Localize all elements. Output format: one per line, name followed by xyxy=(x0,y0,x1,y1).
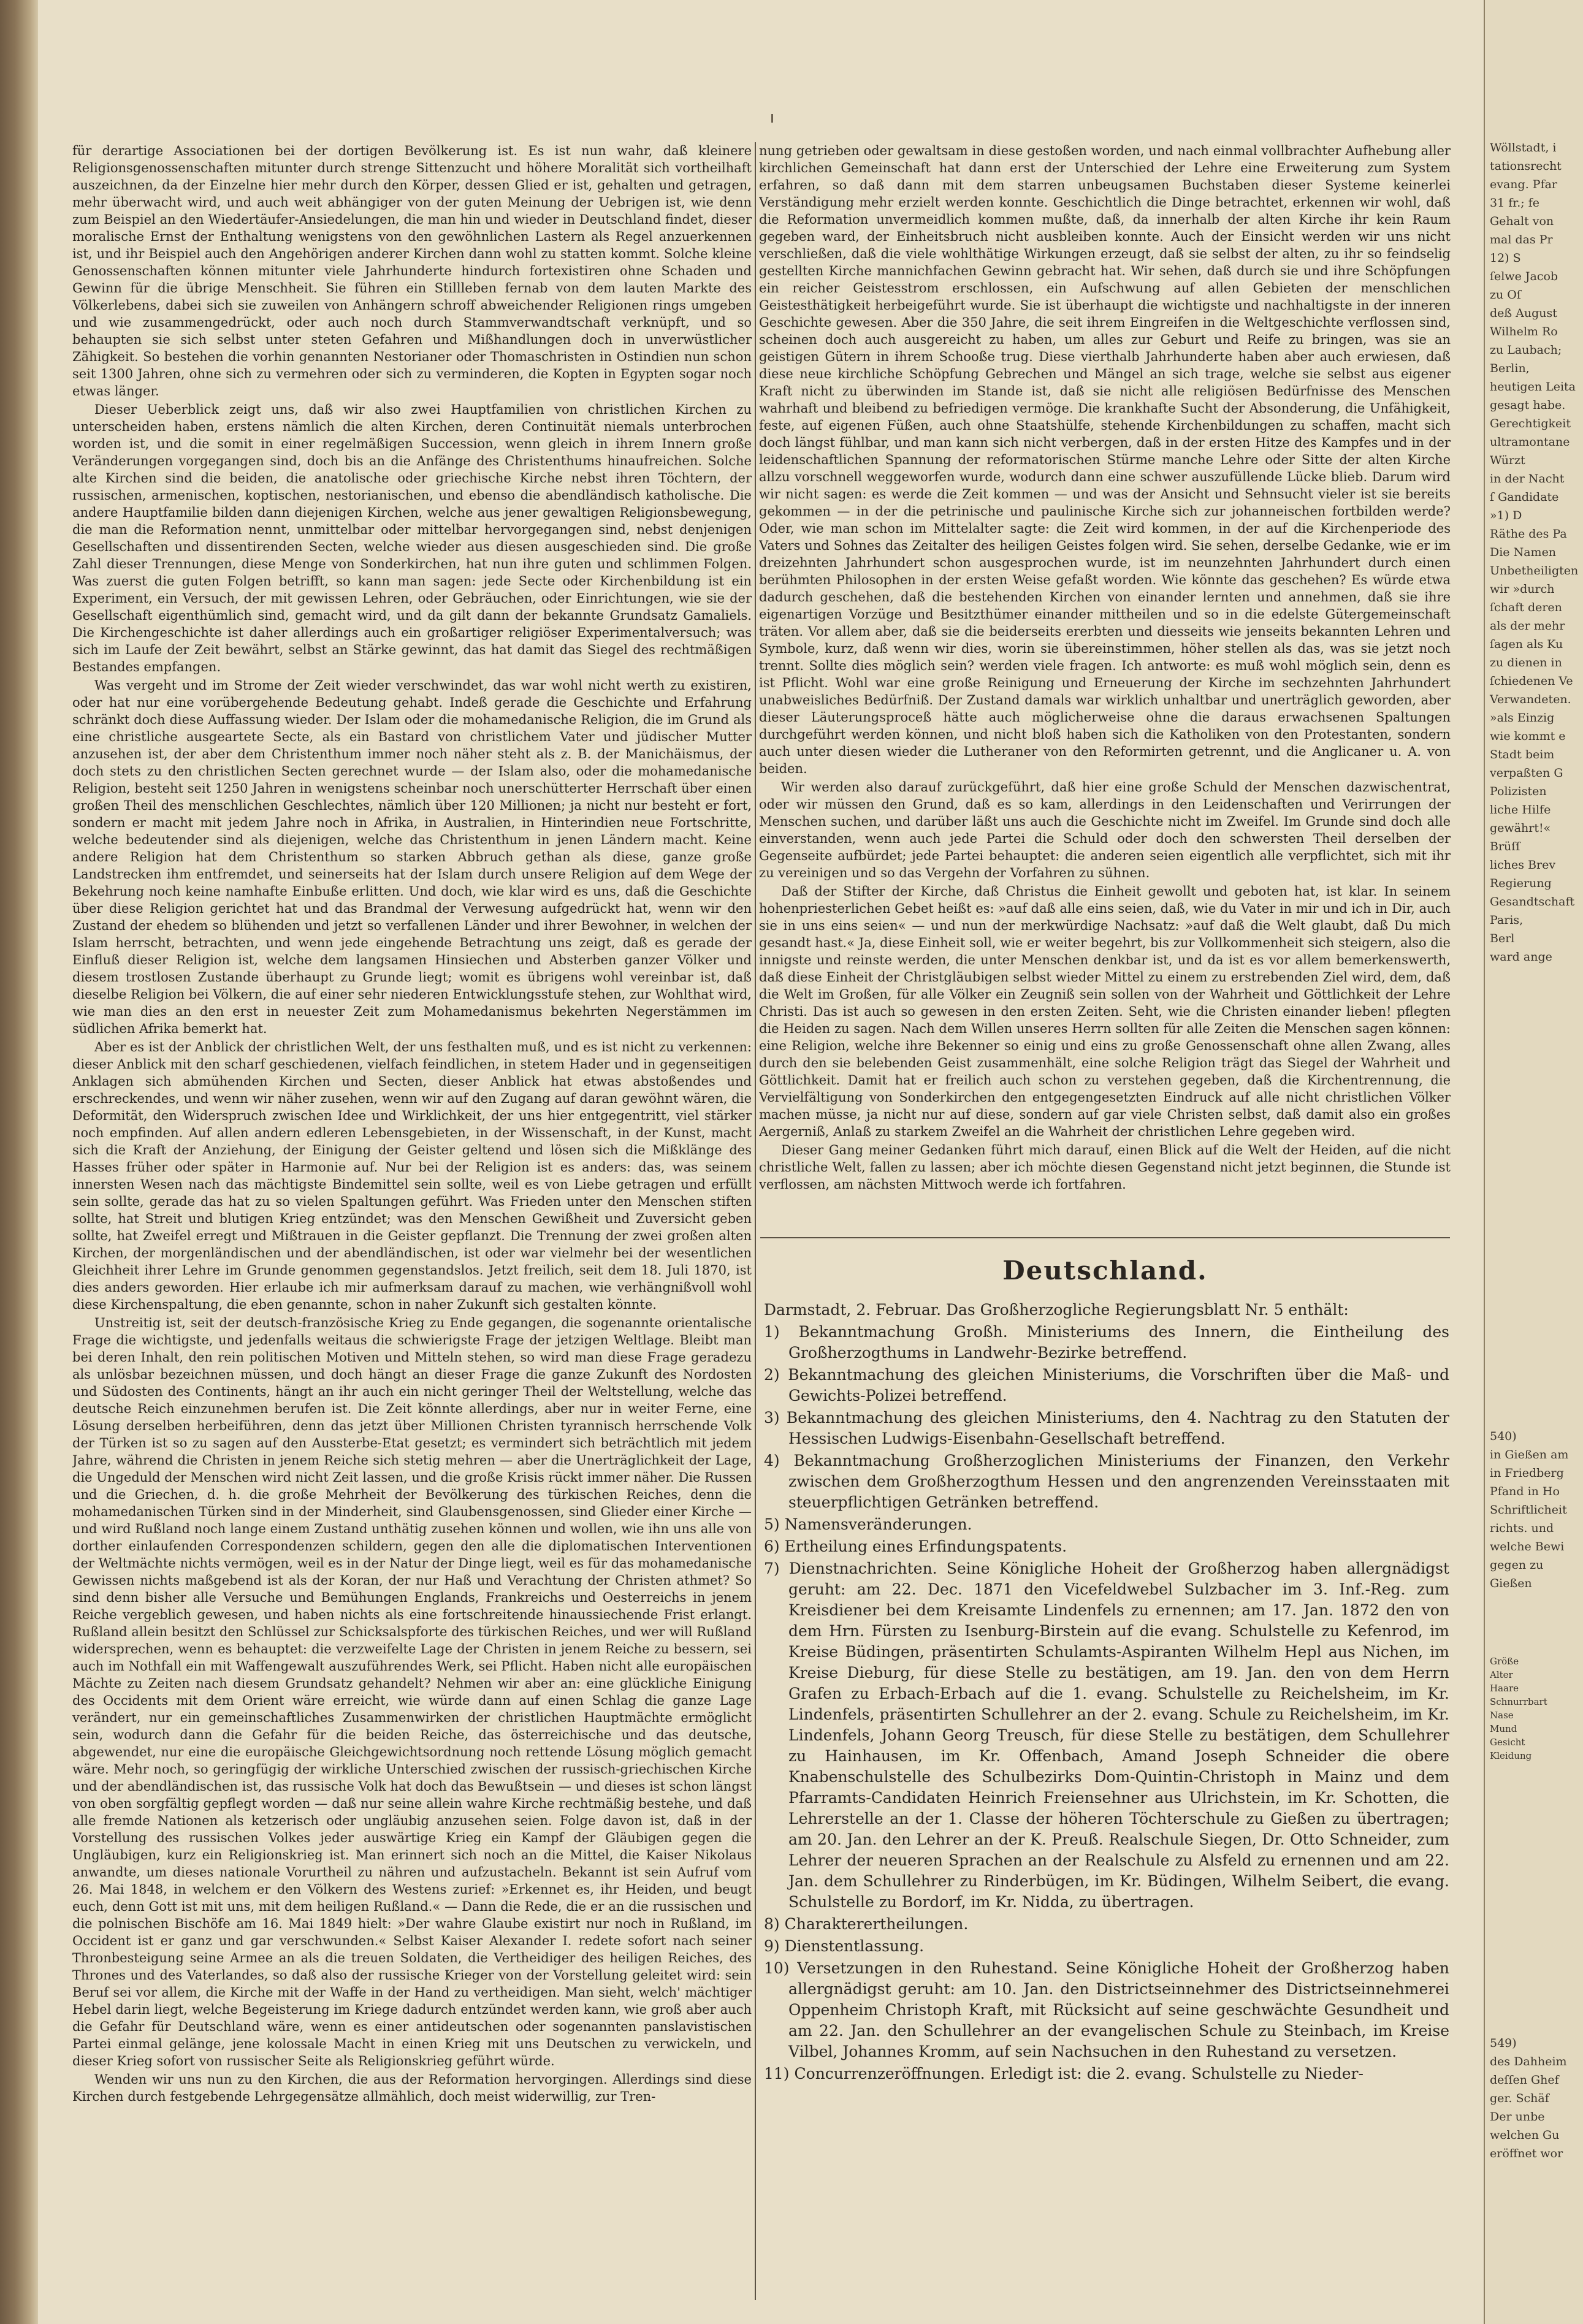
adjacent-page-fragment: ſchiedenen Ve xyxy=(1490,674,1573,688)
article-paragraph: Daß der Stifter der Kirche, daß Christus die Einheit gewollt und geboten hat, ist klar. In seinem hohenpriesterlichen Gebet heißt es: »auf daß alle eins seien, daß, wie du Vater in mir und ich in Dir, auch sie in uns eins seien« — und nun der merkwürdige Nachsatz: »auf daß die Welt glaubt, daß Du mich gesandt hast.« Ja, diese Einheit soll, wie er weiter begehrt, bis zur Vollkommenheit sich steigern, also die innigste und reinste werden, die unter Menschen denkbar ist, und da ist es vor allem bemerkenswerth, daß diese Einheit der Christgläubigen selbst wieder Mittel zu einem zu erstrebenden Ziel wird, dem, daß die Welt im Großen, für alle Völker ein Zeugniß sein sollen von der Wahrheit und Göttlichkeit der Lehre Christi. Das ist auch so gewesen in den ersten Zeiten. Seht, wie die Christen einander lieben! pflegten die Heiden zu sagen. Nach dem Willen unseres Herrn sollten für alle Zeiten die Menschen sagen können: eine Religion, welche ihre Bekenner so einig und eins zu große Genossenschaft ohne allen Zwang, alles durch den sie belebenden Geist zusammenhält, eine solche Religion trägt das Siegel der Wahrheit und Göttlichkeit. Damit hat er freilich auch schon zu verstehen gegeben, daß die Kirchentrennung, die Vervielfältigung von Sonderkirchen den entgegengesetzten Eindruck auf alle nicht christlichen Völker machen müsse, ja nicht nur auf diese, sondern auf gar viele Christen selbst, daß damit also ein großes Aergerniß, Anlaß zu starkem Zweifel an die Wahrheit der christlichen Lehre gegeben wird. xyxy=(759,884,1451,1139)
left-article-column xyxy=(72,142,752,2300)
adjacent-page-fragment: ultramontane xyxy=(1490,435,1570,449)
adjacent-page-fragment: Schnurrbart xyxy=(1490,1696,1547,1707)
middle-article-column xyxy=(759,142,1451,1227)
adjacent-page-fragment: deß August xyxy=(1490,307,1557,320)
adjacent-page-fragment: Regierung xyxy=(1490,877,1552,890)
adjacent-page-fragment: Schriftlicheit xyxy=(1490,1503,1567,1517)
adjacent-page-fragment: welche Bewi xyxy=(1490,1540,1565,1553)
adjacent-page-fragment: wie kommt e xyxy=(1490,730,1566,743)
adjacent-page-fragment: eröffnet wor xyxy=(1490,2147,1563,2160)
adjacent-page-fragment: Räthe des Pa xyxy=(1490,527,1567,541)
adjacent-page-fragment: des Dahheim xyxy=(1490,2055,1567,2068)
book-binding-shadow xyxy=(0,0,38,2324)
adjacent-page-fragment: 31 fr.; fe xyxy=(1490,196,1540,210)
adjacent-page-fragment: ward ange xyxy=(1490,950,1552,964)
adjacent-page-fragment: 12) S xyxy=(1490,251,1521,265)
column-divider xyxy=(755,142,756,2300)
adjacent-page-fragment: ſelwe Jacob xyxy=(1490,270,1558,283)
adjacent-page-fragment: Gesandtschaft xyxy=(1490,895,1575,909)
adjacent-page-fragment: Berlin, xyxy=(1490,362,1530,375)
adjacent-page-fragment: Verwandeten. xyxy=(1490,693,1571,706)
article-paragraph: Wir werden also darauf zurückgeführt, daß hier eine große Schuld der Menschen dazwischentrat, oder wir müssen den Grund, daß es so kam, allerdings in den Leidenschaften und Verirrungen der Menschen suchen, und darüber läßt uns auch die Geschichte nicht im Zweifel. Im Grunde sind doch alle einverstanden, wenn auch jede Partei die Schuld oder doch den schwersten Theil derselben der Gegenseite aufbürdet; jede Partei behauptet: die anderen seien eigentlich alle verpflichtet, sich mit ihr zu vereinigen und so das Vergehn der Vorfahren zu sühnen. xyxy=(759,780,1451,880)
adjacent-page-fragment: liches Brev xyxy=(1490,858,1556,872)
article-paragraph: Dieser Ueberblick zeigt uns, daß wir also zwei Hauptfamilien von christlichen Kirchen zu unterscheiden haben, erstens nämlich die alten Kirchen, deren Continuität niemals unterbrochen worden ist, und die somit in einer regelmäßigen Succession, wenn gleich in ihrem Innern große Veränderungen vorgegangen sind, doch bis an die Anfänge des Christenthums hinaufreichen. Solche alte Kirchen sind die beiden, die anatolische oder griechische Kirche nebst ihren Töchtern, der russischen, armenischen, koptischen, nestorianischen, und ebenso die abendländisch katholische. Die andere Hauptfamilie bilden dann diejenigen Kirchen, welche aus jener gewaltigen Religionsbewegung, die man die Reformation nennt, unmittelbar oder mittelbar hervorgegangen sind, nebst denjenigen Gesellschaften und dissentirenden Secten, welche wieder aus diesen ausgeschieden sind. Die große Zahl dieser Trennungen, diese Menge von Sonderkirchen, hat nun ihre guten und schlimmen Folgen. Was zuerst die guten Folgen betrifft, so kann man sagen: jede Secte oder Kirchenbildung ist ein Experiment, ein Versuch, der mit gewissen Lehren, oder Gebräuchen, oder Einrichtungen, wie sie der Gesellschaft eigenthümlich sind, gemacht wird, und da gilt dann der bekannte Grundsatz Gamaliels. Die Kirchengeschichte ist daher allerdings auch ein großartiger religiöser Experimentalversuch; was sich im Laufe der Zeit bewährt, selbst an Stärke gewinnt, das hat damit das Siegel des rechtmäßigen Bestandes empfangen. xyxy=(72,402,752,674)
list-item: 7) Dienstnachrichten. Seine Königliche Hoheit der Großherzog haben allergnädigst geruht: am 22. Dec. 1871 den Vicefeldwebel Sulzbacher im 3. Inf.-Reg. zum Kreisdiener bei dem Kreisamte Lindenfels zu ernennen; am 17. Jan. 1872 den von dem Hrn. Fürsten zu Isenburg-Birstein auf die evang. Schulstelle zu Kefenrod, im Kreise Büdingen, präsentirten Schulamts-Aspiranten Wilhelm Hepl aus Nichen, im Kreise Dieburg, für diese Stelle zu bestätigen, am 19. Jan. den von dem Herrn Grafen zu Erbach-Erbach auf die 1. evang. Schulstelle zu Reichelsheim, im Kr. Lindenfels, präsentirten Schullehrer an der 2. evang. Schule zu Reichelsheim, im Kr. Lindenfels, Johann Georg Treusch, für diese Stelle zu bestätigen, dem Schullehrer zu Hainhausen, im Kr. Offenbach, Amand Joseph Schneider die obere Knabenschulstelle des Schulbezirks Dom-Quintin-Christoph in Mainz und dem Pfarramts-Candidaten Heinrich Freiensehner aus Ulrichstein, im Kr. Schotten, die Lehrerstelle an der 1. Classe der höheren Töchterschule zu Gießen zu übertragen; am 20. Jan. den Lehrer an der K. Preuß. Realschule Siegen, Dr. Otto Schneider, zum Lehrer der neueren Sprachen an der Realschule zu Alsfeld zu ernennen und am 22. Jan. dem Schullehrer zu Rinderbügen, im Kr. Büdingen, Wilhelm Seibert, die evang. Schulstelle zu Bordorf, im Kr. Nidda, zu übertragen. xyxy=(764,1560,1449,1911)
adjacent-page-fragment: Brüſſ xyxy=(1490,840,1520,853)
adjacent-page-fragment: Kleidung xyxy=(1490,1750,1532,1761)
print-mark xyxy=(771,114,773,123)
adjacent-page-fragment: 540) xyxy=(1490,1430,1517,1443)
adjacent-page-fragment: gesagt habe. xyxy=(1490,398,1566,412)
adjacent-page-fragment: ger. Schäf xyxy=(1490,2092,1549,2105)
adjacent-page-fragment: Gießen xyxy=(1490,1577,1532,1590)
article-paragraph: Wenden wir uns nun zu den Kirchen, die aus der Reformation hervorgingen. Allerdings sind diese Kirchen durch festgebende Lehrgegensätze allmählich, doch meist widerwillig, zur Tren- xyxy=(72,2072,752,2104)
adjacent-page-fragment: richts. und xyxy=(1490,1522,1554,1535)
adjacent-page-fragment: ſagen als Ku xyxy=(1490,638,1563,651)
adjacent-page-fragment: als der mehr xyxy=(1490,619,1565,633)
list-item: 1) Bekanntmachung Großh. Ministeriums des Innern, die Eintheilung des Großherzogthums in Landwehr-Bezirke betreffend. xyxy=(764,1323,1449,1362)
article-paragraph: nung getrieben oder gewaltsam in diese gestoßen worden, und nach einmal vollbrachter Aufhebung aller kirchlichen Gemeinschaft hat dann erst der Unterschied der Lehre eine Erweiterung zum System erfahren, so daß dann mit dem starren unbeugsamen Buchstaben dieser Systeme keinerlei Verständigung mehr erzielt werden konnte. Geschichtlich die Dinge betrachtet, erkennen wir wohl, daß die Reformation unvermeidlich kommen mußte, daß, da innerhalb der alten Kirche ihr kein Raum gegeben ward, der Einheitsbruch nicht ausbleiben konnte. Auch der Einsicht werden wir uns nicht verschließen, daß die viele wohlthätige Wirkungen erzeugt, daß sie selbst der alten, zu ihr so feindselig gestellten Kirche mannichfachen Gewinn gebracht hat. Wir sehen, daß durch sie und ihre Schöpfungen ein reicher Geistesstrom erschlossen, ein Aufschwung auf allen Gebieten der menschlichen Geistesthätigkeit herbeigeführt wurde. Sie ist überhaupt die wichtigste und nachhaltigste in der inneren Geschichte gewesen. Aber die 350 Jahre, die seit ihrem Eingreifen in die Weltgeschichte verflossen sind, scheinen doch auch ausgereicht zu haben, um alles zur Geburt und Reife zu bringen, was sie an geistigen Gütern in ihrem Schooße trug. Diese vierthalb Jahrhunderte haben aber auch erwiesen, daß diese neue kirchliche Schöpfung Gebrechen und Mängel an sich trage, welche sie selbst aus eigener Kraft nicht zu überwinden im Stande ist, daß sie nicht alle religiösen Bedürfnisse des Menschen wahrhaft und bleibend zu befriedigen vermöge. Die krankhafte Sucht der Absonderung, die Unfähigkeit, feste, auf eigenen Füßen, auch ohne Staatshülfe, stehende Kirchenbildungen zu schaffen, macht sich doch längst fühlbar, und man kann sich nicht verbergen, daß in der ersten Hitze des Kampfes und in der leidenschaftlichen Spannung der reformatorischen Stürme manche Lehre oder Sitte der alten Kirche allzu vorschnell weggeworfen wurde, wodurch dann eine schwer auszufüllende Lücke blieb. Darum wird wir nicht sagen: es werde die Zeit kommen — und was der Ansicht und Sehnsucht vieler ist sie bereits gekommen — in der die petrinische und paulinische Kirche sich zur johanneischen fortbilden werde? Oder, wie man schon im Mittelalter sagte: die Zeit wird kommen, in der auf die Kirchenperiode des Vaters und Sohnes das Zeitalter des heiligen Geistes folgen wird. Sie sehen, derselbe Gedanke, wie er im dreizehnten Jahrhundert schon ausgesprochen wurde, ist im neunzehnten Jahrhundert durch einen berühmten Philosophen in der ersten Weise gefaßt worden. Wie könnte das geschehen? Es würde etwa dadurch geschehen, daß die bestehenden Kirchen von einander lernten und annehmen, daß sie ihre eigenartigen Vorzüge und Besitzthümer einander mittheilen und so in die edelste Gütergemeinschaft träten. Vor allem aber, daß sie die beiderseits ererbten und diesseits wie jenseits bekannten Lehren und Symbole, kurz, daß wenn wir dies, worin sie übereinstimmen, höher stellen als das, was sie jetzt noch trennt. Sollte dies möglich sein? werden viele fragen. Ich antworte: es muß wohl möglich sein, denn es ist Pflicht. Wohl war eine große Reinigung und Erneuerung der Kirche im sechzehnten Jahrhundert unabweisliches Bedürfniß. Der Zustand damals war wirklich unhaltbar und unerträglich geworden, aber dieser Läuterungsproceß hätte auch möglicherweise ohne die daraus erwachsenen Spaltungen durchgeführt werden können, und nicht bloß haben sich die Katholiken von den Protestanten, sondern auch unter diesen wieder die Lutheraner von den Reformirten getrennt, und die Anglicaner u. A. von beiden. xyxy=(759,143,1451,776)
adjacent-page-fragment: gewährt!« xyxy=(1490,821,1551,835)
article-paragraph: für derartige Associationen bei der dortigen Bevölkerung ist. Es ist nun wahr, daß kleinere Religionsgenossenschaften mitunter durch strenge Sittenzucht und höhere Moralität sich vortheilhaft auszeichnen, da der Einzelne hier mehr durch den Körper, dessen Glied er ist, gehalten und getragen, mehr überwacht wird, und auch weit abhängiger von der guten Meinung der Uebrigen ist, wie denn zum Beispiel an den Wiedertäufer-Ansiedelungen, die man hin und wieder in Deutschland findet, dieser moralische Ernst der Enthaltung wenigstens von den gewöhnlichen Lastern als Regel anzuerkennen ist, und ihr Beispiel auch den Angehörigen anderer Kirchen dann wohl zu statten kommt. Solche kleine Genossenschaften können mitunter viele Jahrhunderte hindurch fortexistiren ohne Schaden und Gewinn für die übrige Menschheit. Sie führen ein Stillleben fernab von dem lauten Markte des Völkerlebens, dabei sich sie zuweilen von Anhängern schroff abweichender Religionen rings umgeben und wie zusammengedrückt, oder auch noch durch Stammverwandtschaft verknüpft, und so behaupten sie sich selbst unter steten Gefahren und Mißhandlungen doch in unverwüstlicher Zähigkeit. So bestehen die vorhin genannten Nestorianer oder Thomaschristen in Ostindien nun schon seit 1300 Jahren, ohne sich zu vermehren oder sich zu verminderen, die Kopten in Egypten sogar noch etwas länger. xyxy=(72,143,752,398)
list-item: 10) Versetzungen in den Ruhestand. Seine Königliche Hoheit der Großherzog haben allergnädigst geruht: am 10. Jan. den Districtseinnehmer des Districtseinnehmerei Oppenheim Christoph Kraft, mit Rücksicht auf seine geschwächte Gesundheit und am 22. Jan. den Schullehrer an der evangelischen Schule zu Steinbach, im Kreise Vilbel, Johannes Kromm, auf sein Nachsuchen in den Ruhestand zu versetzen. xyxy=(764,1959,1449,2060)
adjacent-page-fragment: Wilhelm Ro xyxy=(1490,325,1558,338)
adjacent-page-fragment: Wöllstadt, i xyxy=(1490,141,1557,154)
adjacent-page-fragment: in Gießen am xyxy=(1490,1448,1569,1461)
adjacent-page-fragment: Haare xyxy=(1490,1683,1519,1694)
article-paragraph: Aber es ist der Anblick der christlichen Welt, der uns festhalten muß, und es ist nicht zu verkennen: dieser Anblick mit den scharf geschiedenen, vielfach feindlichen, in stetem Hader und in gegenseitigen Anklagen sich abmühenden Kirchen und Secten, dieser Anblick hat etwas abstoßendes und erschreckendes, und wenn wir näher zusehen, wenn wir auf den Zugang auf daran gewöhnt wären, die Deformität, den Widerspruch zwischen Idee und Wirklichkeit, der uns hier entgegentritt, viel stärker noch empfinden. Auf allen andern edleren Lebensgebieten, in der Wissenschaft, in der Kunst, macht sich die Kraft der Anziehung, der Einigung der Geister geltend und lösen sich die Mißklänge des Hasses früher oder später in Harmonie auf. Nur bei der Religion ist es anders: das, was seinem innersten Wesen nach das mächtigste Bindemittel sein sollte, weil es von Liebe getragen und erfüllt sein sollte, gerade das hat zu so vielen Spaltungen geführt. Was Frieden unter den Menschen stiften sollte, hat Streit und blutigen Krieg entzündet; was den Menschen Gewißheit und Zuversicht geben sollte, hat Zweifel erregt und Mißtrauen in die Geister gepflanzt. Die Trennung der zwei großen alten Kirchen, der morgenländischen und der abendländischen, ist oder war vielmehr bei der wesentlichen Gleichheit ihrer Lehre im Grunde genommen gegenstandslos. Jetzt freilich, seit dem 18. Juli 1870, ist dies anders geworden. Hier erlaube ich mir aufmerksam darauf zu machen, wie verhängnißvoll wohl diese Kirchenspaltung, die eben genannte, schon in naher Zukunft sich gestalten könnte. xyxy=(72,1040,752,1312)
adjacent-page-strip xyxy=(1484,0,1583,2324)
adjacent-page-fragment: Polizisten xyxy=(1490,785,1547,798)
adjacent-page-fragment: Stadt beim xyxy=(1490,748,1555,761)
adjacent-page-fragment: Unbetheiligten xyxy=(1490,564,1579,577)
adjacent-page-fragment: »als Einzig xyxy=(1490,711,1555,725)
adjacent-page-fragment: Gesicht xyxy=(1490,1737,1525,1748)
adjacent-page-fragment: Die Namen xyxy=(1490,546,1557,559)
news-dateline: Darmstadt, 2. Februar. Das Großherzogliche Regierungsblatt Nr. 5 enthält: xyxy=(764,1301,1349,1319)
adjacent-page-fragment: Gerechtigkeit xyxy=(1490,417,1571,430)
adjacent-page-fragment: in Friedberg xyxy=(1490,1466,1564,1480)
list-item: 2) Bekanntmachung des gleichen Ministeriums, die Vorschriften über die Maß- und Gewichts-Polizei betreffend. xyxy=(764,1366,1449,1404)
adjacent-page-fragment: Berl xyxy=(1490,932,1515,945)
adjacent-page-fragment: wir »durch xyxy=(1490,582,1555,596)
list-item: 3) Bekanntmachung des gleichen Ministeriums, den 4. Nachtrag zu den Statuten der Hessischen Ludwigs-Eisenbahn-Gesellschaft betreffend. xyxy=(764,1409,1449,1447)
adjacent-page-fragment: ſ Gandidate xyxy=(1490,490,1559,504)
list-item: 5) Namensveränderungen. xyxy=(764,1515,972,1533)
article-paragraph: Unstreitig ist, seit der deutsch-französische Krieg zu Ende gegangen, die sogenannte orientalische Frage die wichtigste, und jedenfalls weitaus die schwierigste Frage der jetzigen Weltlage. Bleibt man bei deren Inhalt, den rein politischen Motiven und Mitteln stehen, so wird man diese Frage geradezu als unlösbar bezeichnen müssen, und doch hängt an dieser Frage die ganze Zukunft des Nordosten und Südosten des Continents, hängt an ihr auch ein nicht geringer Theil der Weltstellung, welche das deutsche Reich einzunehmen berufen ist. Die Zeit könnte allerdings, aber nur in weiter Ferne, eine Lösung derselben herbeiführen, denn das jetzt über Millionen Christen tyrannisch herrschende Volk der Türken ist so zu sagen auf den Aussterbe-Etat gesetzt; es vermindert sich beträchtlich mit jedem Jahre, während die Christen in jenem Reiche sich stetig mehren — aber die Unerträglichkeit der Lage, die Ungeduld der Menschen wird nicht Zeit lassen, und die große Krisis rückt immer näher. Die Russen und die Griechen, d. h. die große Mehrheit der Bevölkerung des türkischen Reiches, denn die mohamedanischen Türken sind in der Minderheit, sind Glaubensgenossen, sind Glieder einer Kirche — und wird Rußland noch lange einem Zustand unthätig zusehen können und wollen, wie ihn uns alle von dorther einlaufenden Correspondenzen schildern, gegen den alle die diplomatischen Interventionen der Weltmächte nichts vermögen, weil es in der Natur der Dinge liegt, weil es für das mohamedanische Gewissen nichts maßgebend ist als der Koran, der nur Haß und Verachtung der Christen athmet? So sind denn bisher alle Versuche und Bemühungen Englands, Frankreichs und Oesterreichs in jenem Reiche vergeblich gewesen, und haben nichts als eine fortschreitende hinaussiechende Frist erlangt. Rußland allein besitzt den Schlüssel zur Schicksalspforte des türkischen Reiches, und wer will Rußland widersprechen, wenn es behauptet: die verzweifelte Lage der Christen in jenem Reiche zu bessern, sei auch im Nothfall ein mit Waffengewalt auszuführendes Werk, sei Pflicht. Haben nicht alle europäischen Mächte zu Zeiten nach diesem Grundsatz gehandelt? Nehmen wir aber an: eine glückliche Einigung des Occidents mit dem Orient wäre erreicht, wie würde dann auf einen Schlag die ganze Lage verändert, nur ein gemeinschaftliches Zusammenwirken der christlichen Hauptmächte ermöglicht sein, wodurch dann die Gefahr für die beiden Reiche, das österreichische und das deutsche, abgewendet, nur eine die europäische Gleichgewichtsordnung noch rettende Lösung möglich gemacht wäre. Mehr noch, so geringfügig der wirkliche Unterschied zwischen der russisch-griechischen Kirche und der abendländischen ist, das russische Volk hat doch das Bewußtsein — und dieses ist schon längst von oben sorgfältig gepflegt worden — daß nur seine allein wahre Kirche rechtmäßig bestehe, und daß alle fremde Nationen als ketzerisch oder ungläubig anzusehen seien. Folge davon ist, daß in der Vorstellung des russischen Volkes jeder auswärtige Krieg ein Kampf der Gläubigen gegen die Ungläubigen, kurz ein Religionskrieg ist. Man erinnert sich noch an die Mittel, die Kaiser Nikolaus anwandte, um dieses nationale Vorurtheil zu nähren und aufzustacheln. Bekannt ist sein Aufruf vom 26. Mai 1848, in welchem er den Völkern des Westens zurief: »Erkennet es, ihr Heiden, und beugt euch, denn Gott ist mit uns, mit dem heiligen Rußland.« — Dann die Rede, die er an die russischen und die polnischen Bischöfe am 16. Mai 1849 hielt: »Der wahre Glaube existirt nur noch in Rußland, im Occident ist er ganz und gar verschwunden.« Selbst Kaiser Alexander I. redete sofort nach seiner Thronbesteigung seine Armee an als die treuen Soldaten, die Vertheidiger des heiligen Reiches, des Thrones und des Vaterlandes, so daß also der russische Krieger von der Vorstellung geleitet wird: sein Beruf sei vor allem, die Kirche mit der Waffe in der Hand zu vertheidigen. Man sieht, welch' mächtiger Hebel darin liegt, welche Begeisterung im Kriege dadurch entzündet werden kann, wie groß aber auch die Gefahr für Deutschland wäre, wenn es einer antideutschen oder sogenannten panslavistischen Partei einmal gelänge, jene kolossale Macht in einen Krieg mit uns Deutschen zu verwickeln, und dieser Krieg sofort von russischer Seite als Religionskrieg geführt würde. xyxy=(72,1316,752,2068)
adjacent-page-fragment: zu Oſ xyxy=(1490,288,1521,302)
adjacent-page-fragment: mal das Pr xyxy=(1490,233,1553,246)
adjacent-page-fragment: Pfand in Ho xyxy=(1490,1485,1560,1498)
adjacent-page-fragment: liche Hilfe xyxy=(1490,803,1551,817)
adjacent-page-fragment: tationsrecht xyxy=(1490,159,1562,173)
adjacent-page-fragment: zu dienen in xyxy=(1490,656,1562,669)
adjacent-page-fragment: Mund xyxy=(1490,1723,1517,1734)
adjacent-page-fragment: ſchaft deren xyxy=(1490,601,1562,614)
list-item: 9) Dienstentlassung. xyxy=(764,1937,925,1955)
adjacent-page-fragment: evang. Pfar xyxy=(1490,178,1558,191)
adjacent-page-fragment: welchen Gu xyxy=(1490,2128,1560,2142)
adjacent-page-fragment: verpaßten G xyxy=(1490,766,1563,780)
adjacent-page-fragment: deſſen Ghef xyxy=(1490,2073,1559,2087)
article-paragraph: Dieser Gang meiner Gedanken führt mich darauf, einen Blick auf die Welt der Heiden, auf die nicht christliche Welt, fallen zu lassen; aber ich möchte diesen Gegenstand nicht jetzt beginnen, die Stunde ist verflossen, am nächsten Mittwoch werde ich fortfahren. xyxy=(759,1143,1451,1192)
section-divider xyxy=(760,1237,1450,1238)
adjacent-page-fragment: Größe xyxy=(1490,1656,1519,1667)
list-item: 6) Ertheilung eines Erfindungspatents. xyxy=(764,1537,1067,1555)
adjacent-page-fragment: gegen zu xyxy=(1490,1558,1544,1572)
deutschland-news-column xyxy=(764,1300,1449,2317)
adjacent-page-fragment: in der Nacht xyxy=(1490,472,1565,486)
adjacent-page-fragment: Alter xyxy=(1490,1669,1513,1680)
adjacent-page-fragment: »1) D xyxy=(1490,509,1522,522)
adjacent-page-fragment: Würzt xyxy=(1490,454,1525,467)
adjacent-page-fragment: Gehalt von xyxy=(1490,215,1554,228)
list-item: 4) Bekanntmachung Großherzoglichen Ministeriums der Finanzen, den Verkehr zwischen dem Großherzogthum Hessen und den angrenzenden Vereinsstaaten mit steuerpflichtigen Getränken betreffend. xyxy=(764,1452,1449,1511)
adjacent-page-fragment: 549) xyxy=(1490,2036,1517,2050)
adjacent-page-fragment: heutigen Leita xyxy=(1490,380,1576,394)
adjacent-page-fragment: Der unbe xyxy=(1490,2110,1545,2124)
adjacent-page-fragment: Paris, xyxy=(1490,913,1524,927)
list-item: 11) Concurrenzeröffnungen. Erledigt ist: die 2. evang. Schulstelle zu Nieder- xyxy=(764,2065,1364,2082)
section-heading: Deutschland. xyxy=(1002,1255,1208,1286)
adjacent-page-fragment: zu Laubach; xyxy=(1490,343,1562,357)
article-paragraph: Was vergeht und im Strome der Zeit wieder verschwindet, das war wohl nicht werth zu existiren, oder hat nur eine vorübergehende Bedeutung gehabt. Indeß gerade die Geschichte und Erfahrung schränkt doch diese Auffassung wieder. Der Islam oder die mohamedanische Religion, die im Grund als eine christliche ausgeartete Secte, als ein Bastard von christlichem Vater und jüdischer Mutter anzusehen ist, der aber dem Christenthum immer noch näher steht als z. B. der Manichäismus, der doch stets zu den christlichen Secten gerechnet wurde — der Islam also, oder die mohamedanische Religion, besteht seit 1250 Jahren in wenigstens scheinbar noch unerschütterter Herrschaft über einen großen Theil des menschlichen Geschlechtes, nämlich über 120 Millionen; ja nicht nur besteht er fort, sondern er macht mit jedem Jahre noch in Afrika, in Australien, in Hinterindien neue Fortschritte, welche bedeutender sind als diejenigen, welche das Christenthum in jenen Ländern macht. Keine andere Religion hat dem Christenthum so starken Abbruch gethan als diese, ganze große Landstrecken ihm entfremdet, und seinerseits hat der Islam durch unsere Religion auf dem Wege der Bekehrung noch keine namhafte Einbuße erlitten. Und doch, wie klar wird es uns, daß die Geschichte über diese Religion gerichtet hat und das Brandmal der Verwesung aufgedrückt hat, wenn wir den Zustand der ehedem so blühenden und jetzt so verfallenen Länder und ihrer Bewohner, in welchen der Islam herrscht, betrachten, und wenn jede eingehende Betrachtung uns zeigt, daß es gerade der Einfluß dieser Religion ist, welche dem langsamen Hinsiechen und Absterben ganzer Völker und diesem trostlosen Zustande überhaupt zu Grunde liegt; womit es übrigens wohl vereinbar ist, daß dieselbe Religion bei Völkern, die auf einer sehr niederen Entwicklungsstufe stehen, zur Wohlthat wird, wie man dies an den erst in neuester Zeit zum Mohamedanismus bekehrten Negerstämmen im südlichen Afrika bemerkt hat. xyxy=(72,678,752,1036)
list-item: 8) Charakterertheilungen. xyxy=(764,1915,969,1933)
adjacent-page-fragment: Nase xyxy=(1490,1710,1514,1721)
